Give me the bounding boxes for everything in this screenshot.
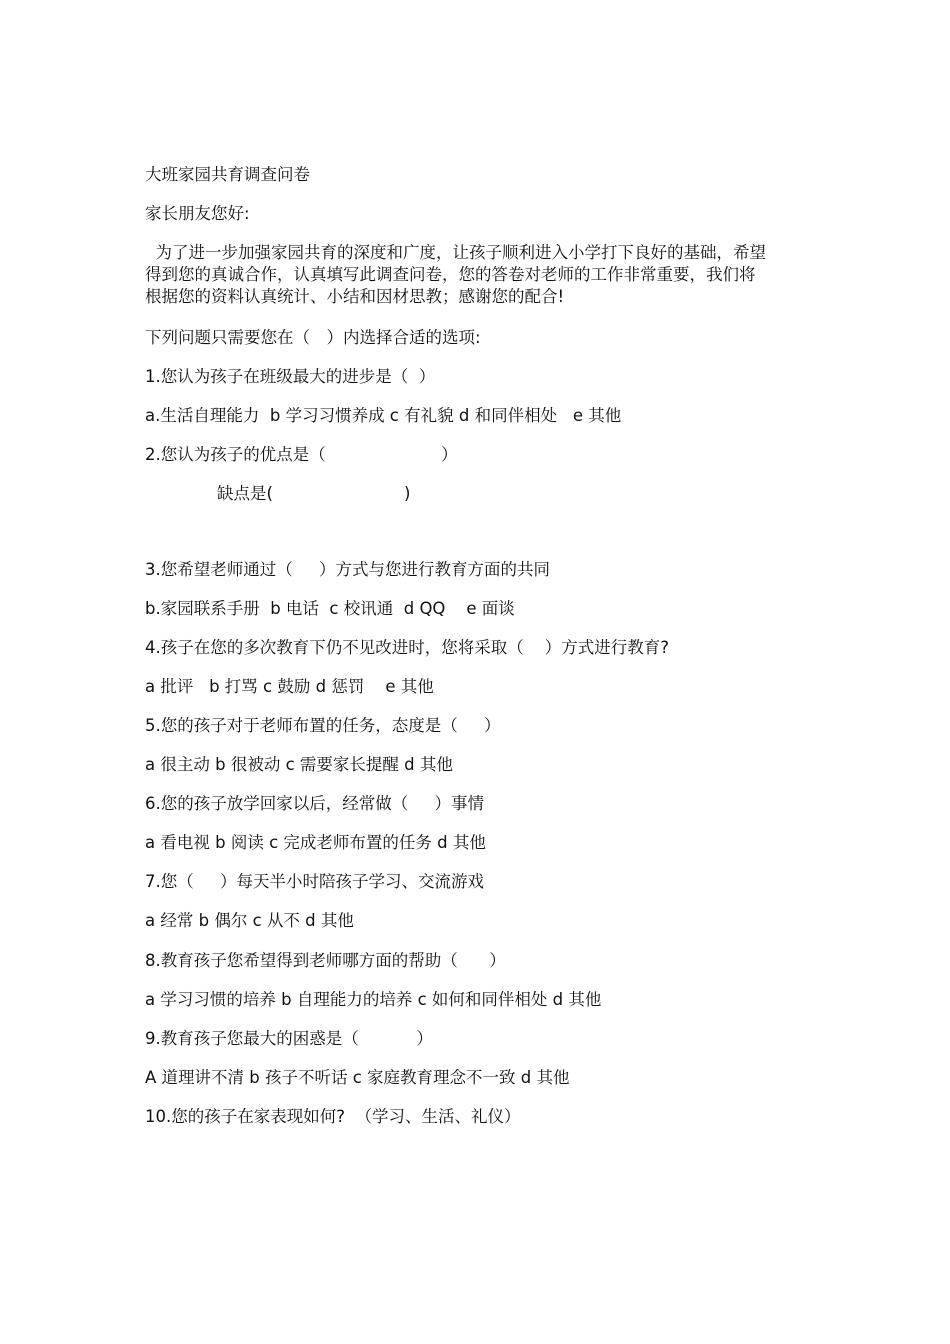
question-5: 5.您的孩子对于老师布置的任务，态度是（ ） — [145, 716, 501, 735]
question-3: 3.您希望老师通过（ ）方式与您进行教育方面的共同 — [145, 560, 550, 579]
question-9: 9.教育孩子您最大的困惑是（ ） — [145, 1029, 433, 1048]
question-8: 8.教育孩子您希望得到老师哪方面的帮助（ ） — [145, 951, 506, 970]
intro-line: 为了进一步加强家园共育的深度和广度，让孩子顺利进入小学打下良好的基础，希望 — [145, 243, 766, 262]
question-1: 1.您认为孩子在班级最大的进步是（ ） — [145, 367, 436, 386]
question-8-options: a 学习习惯的培养 b 自理能力的培养 c 如何和同伴相处 d 其他 — [145, 990, 602, 1009]
question-3-options: b.家园联系手册 b 电话 c 校讯通 d QQ e 面谈 — [145, 599, 515, 618]
intro-line: 得到您的真诚合作，认真填写此调查问卷，您的答卷对老师的工作非常重要，我们将 — [145, 265, 756, 284]
question-7-options: a 经常 b 偶尔 c 从不 d 其他 — [145, 911, 354, 930]
question-4: 4.孩子在您的多次教育下仍不见改进时，您将采取（ ）方式进行教育? — [145, 638, 669, 657]
question-2: 2.您认为孩子的优点是（ ） — [145, 445, 458, 464]
greeting: 家长朋友您好: — [145, 204, 250, 223]
intro-line: 根据您的资料认真统计、小结和因材思教；感谢您的配合! — [145, 287, 565, 306]
question-6: 6.您的孩子放学回家以后，经常做（ ）事情 — [145, 794, 484, 813]
question-6-options: a 看电视 b 阅读 c 完成老师布置的任务 d 其他 — [145, 833, 486, 852]
question-2-sub: 缺点是( ) — [217, 484, 411, 503]
document-title: 大班家园共育调查问卷 — [145, 165, 310, 184]
question-10: 10.您的孩子在家表现如何? （学习、生活、礼仪） — [145, 1107, 521, 1126]
question-7: 7.您（ ）每天半小时陪孩子学习、交流游戏 — [145, 872, 484, 891]
question-9-options: A 道理讲不清 b 孩子不听话 c 家庭教育理念不一致 d 其他 — [145, 1068, 570, 1087]
intro-paragraph — [145, 242, 810, 308]
instruction: 下列问题只需要您在（ ）内选择合适的选项: — [145, 328, 481, 347]
question-5-options: a 很主动 b 很被动 c 需要家长提醒 d 其他 — [145, 755, 453, 774]
question-4-options: a 批评 b 打骂 c 鼓励 d 惩罚 e 其他 — [145, 677, 434, 696]
question-1-options: a.生活自理能力 b 学习习惯养成 c 有礼貌 d 和同伴相处 e 其他 — [145, 406, 622, 425]
